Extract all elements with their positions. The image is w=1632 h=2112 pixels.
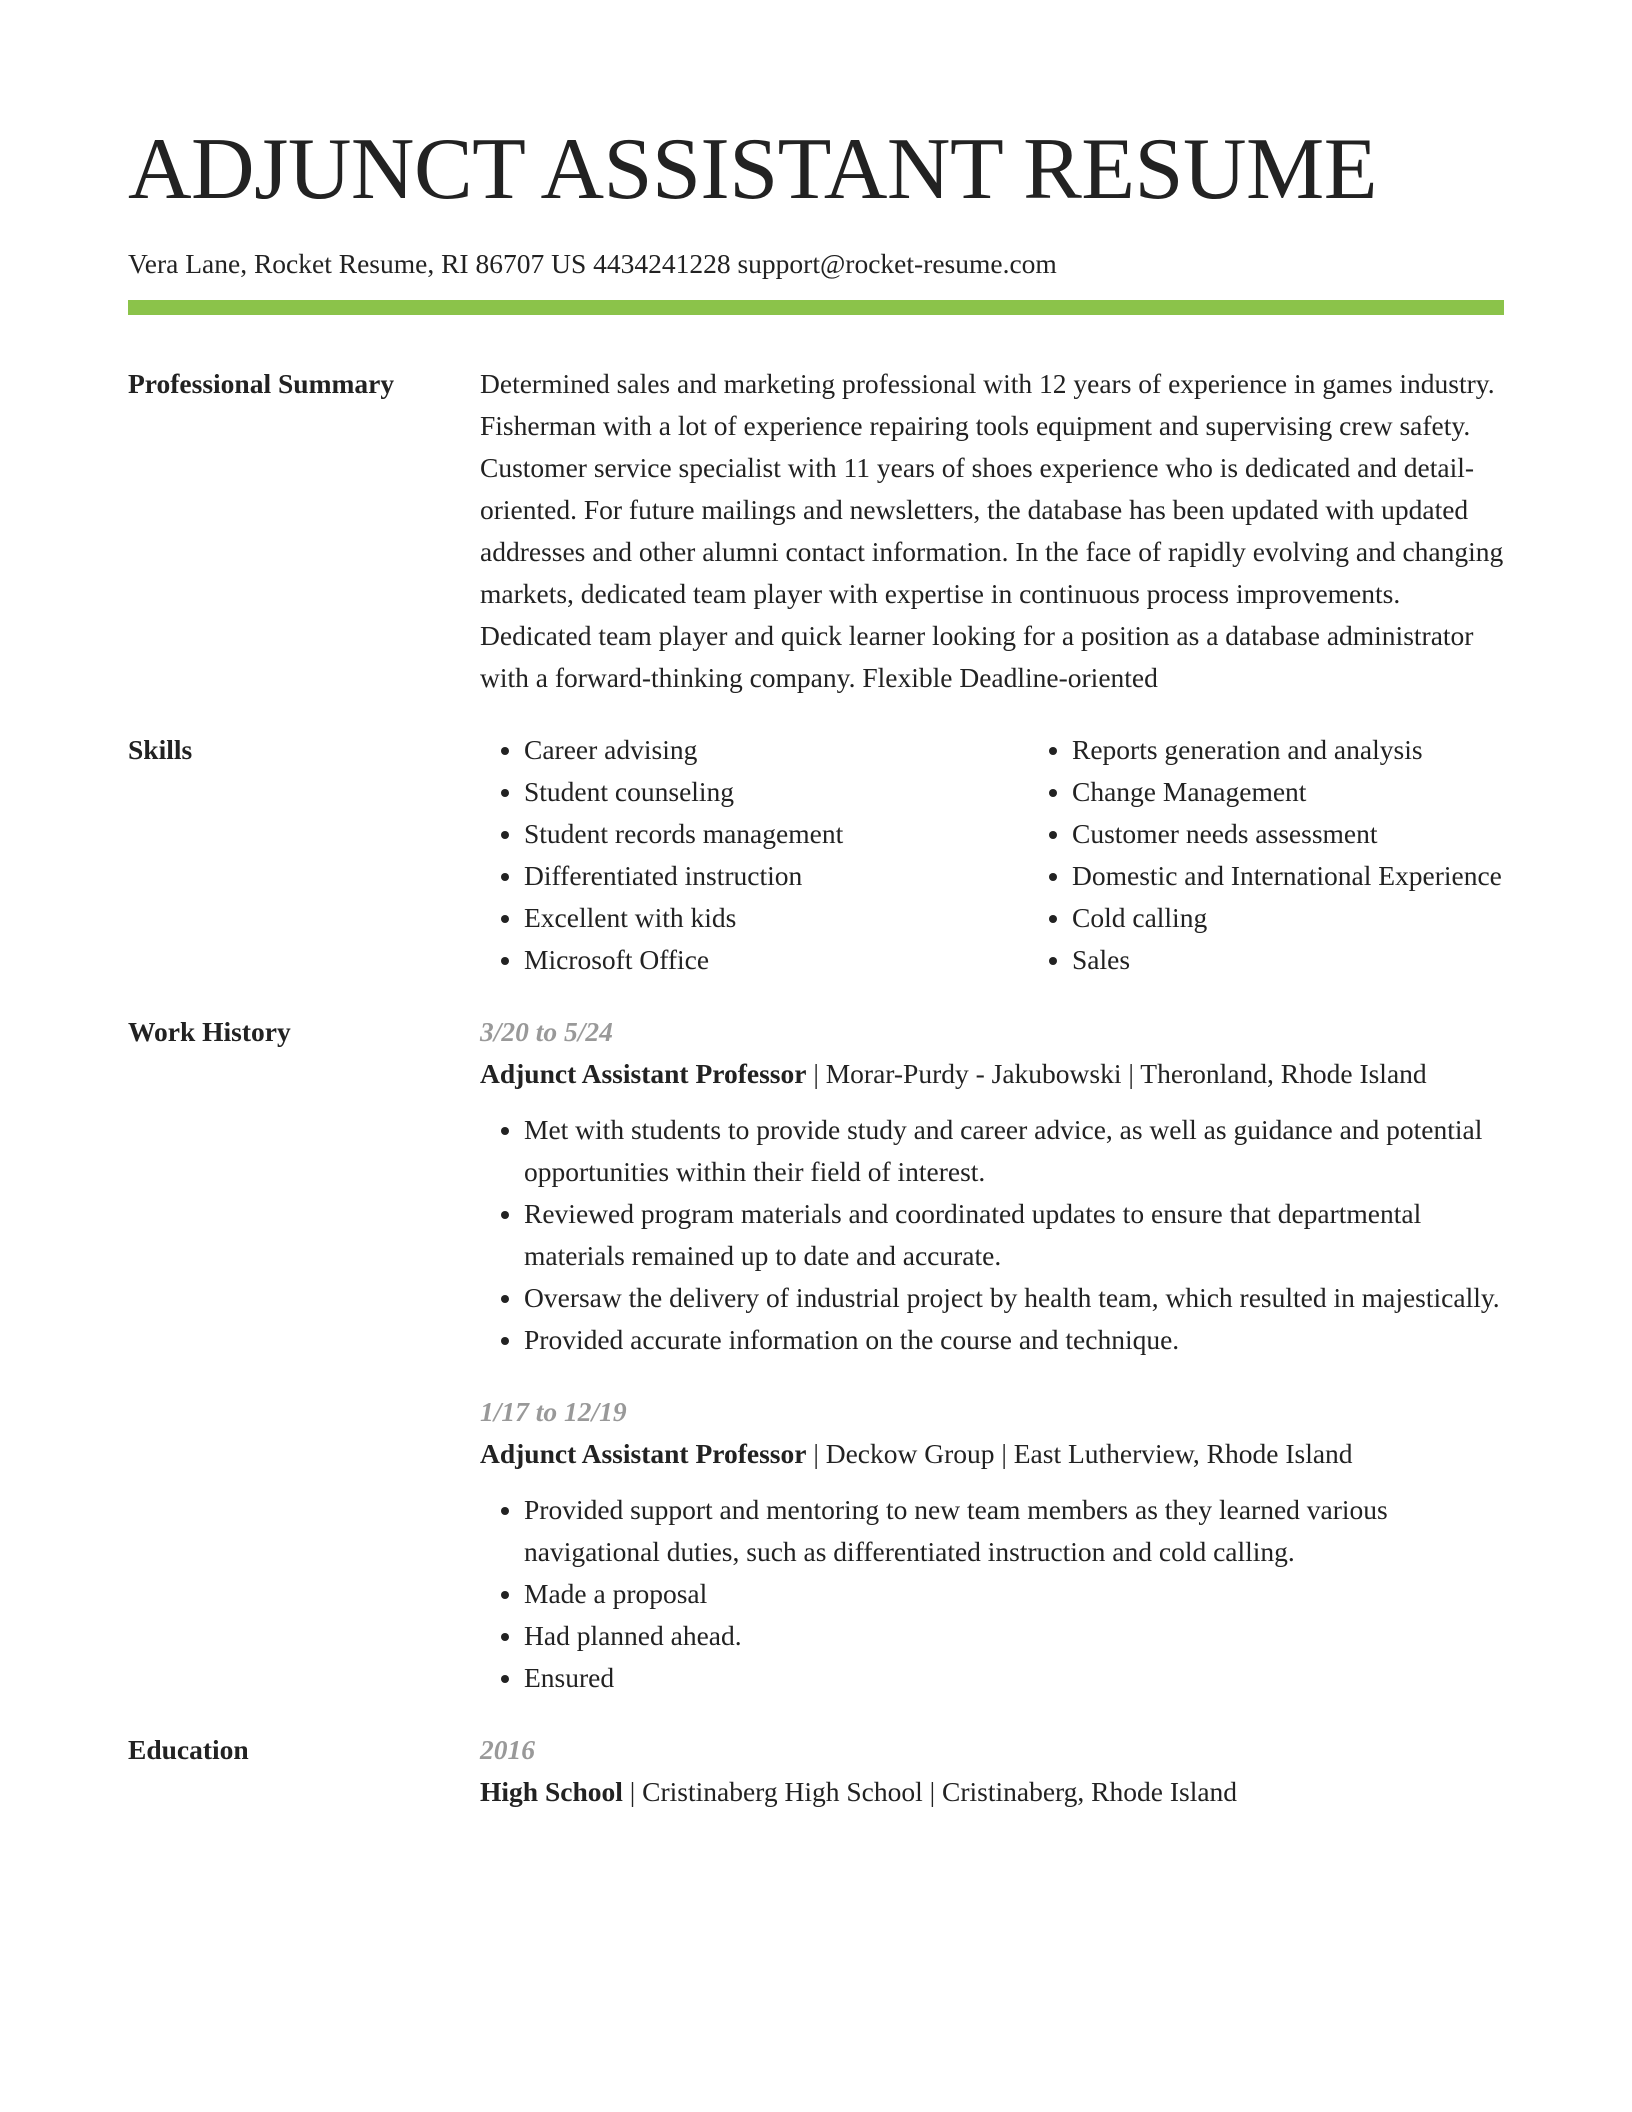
job-title: Adjunct Assistant Professor <box>480 1438 807 1469</box>
job-bullets <box>480 1109 1504 1361</box>
job-bullet: • Ensured <box>524 1657 1504 1699</box>
job-title: Adjunct Assistant Professor <box>480 1058 807 1089</box>
header-divider <box>128 300 1504 315</box>
resume-title: ADJUNCT ASSISTANT RESUME <box>128 121 1378 218</box>
job-bullet: • Met with students to provide study and career advice, as well as guidance and potential opportunities within their field of interest. <box>524 1109 1504 1193</box>
skill-item: • Student records management <box>524 813 1028 855</box>
job-dates: 1/17 to 12/19 <box>480 1396 627 1427</box>
job-heading <box>480 1433 1504 1475</box>
work-history-heading: Work History <box>128 1016 291 1047</box>
education-degree: High School <box>480 1776 623 1807</box>
job-bullet: • Made a proposal <box>524 1573 1504 1615</box>
job-bullet: • Provided support and mentoring to new team members as they learned various navigational duties, such as differentiated instruction and cold calling. <box>524 1489 1504 1573</box>
skill-item: • Differentiated instruction <box>524 855 1028 897</box>
job-details: | Morar-Purdy - Jakubowski | Theronland, Rhode Island <box>806 1058 1427 1089</box>
skill-item: • Customer needs assessment <box>1072 813 1504 855</box>
skill-item: • Sales <box>1072 939 1504 981</box>
summary-section <box>128 363 1504 699</box>
education-section <box>128 1729 1504 1813</box>
job-bullet: • Provided accurate information on the course and technique. <box>524 1319 1504 1361</box>
job-dates: 3/20 to 5/24 <box>480 1016 613 1047</box>
skill-item: • Cold calling <box>1072 897 1504 939</box>
education-details: | Cristinaberg High School | Cristinaberg, Rhode Island <box>622 1776 1238 1807</box>
skill-item: • Change Management <box>1072 771 1504 813</box>
job-entry <box>480 1391 1504 1699</box>
contact-line: Vera Lane, Rocket Resume, RI 86707 US 4434241228 support@rocket-resume.com <box>128 248 1057 279</box>
skill-item: • Microsoft Office <box>524 939 1028 981</box>
job-entry <box>480 1011 1504 1361</box>
summary-heading: Professional Summary <box>128 368 395 399</box>
skills-column-right <box>1028 729 1504 981</box>
skills-section <box>128 729 1504 981</box>
job-bullet: • Oversaw the delivery of industrial project by health team, which resulted in majestically. <box>524 1277 1504 1319</box>
work-history-list <box>480 1011 1504 1699</box>
education-heading-line <box>480 1771 1504 1813</box>
skill-item: • Reports generation and analysis <box>1072 729 1504 771</box>
job-heading <box>480 1053 1504 1095</box>
education-year: 2016 <box>480 1734 535 1765</box>
summary-text: Determined sales and marketing professional with 12 years of experience in games industry. Fisherman with a lot of experience repairing tools equipment and supervising crew safety. Customer service specialist with 11 years of shoes experience who is dedicated and detail-oriented. For future mailings and newsletters, the database has been updated with updated addresses and other alumni contact information. In the face of rapidly evolving and changing markets, dedicated team player with expertise in continuous process improvements. Dedicated team player and quick learner looking for a position as a database administrator with a forward-thinking company. Flexible Deadline-oriented <box>480 368 1504 693</box>
skill-item: • Excellent with kids <box>524 897 1028 939</box>
job-bullet: • Reviewed program materials and coordinated updates to ensure that departmental materials remained up to date and accurate. <box>524 1193 1504 1277</box>
job-details: | Deckow Group | East Lutherview, Rhode Island <box>806 1438 1353 1469</box>
resume-page <box>128 120 1504 1813</box>
skill-item: • Domestic and International Experience <box>1072 855 1504 897</box>
job-bullet: • Had planned ahead. <box>524 1615 1504 1657</box>
skill-item: • Career advising <box>524 729 1028 771</box>
skills-list <box>480 729 1504 981</box>
education-entry <box>480 1729 1504 1813</box>
education-heading: Education <box>128 1734 249 1765</box>
skills-column-left <box>480 729 1028 981</box>
skill-item: • Student counseling <box>524 771 1028 813</box>
work-history-section <box>128 1011 1504 1699</box>
job-bullets <box>480 1489 1504 1699</box>
skills-heading: Skills <box>128 734 193 765</box>
